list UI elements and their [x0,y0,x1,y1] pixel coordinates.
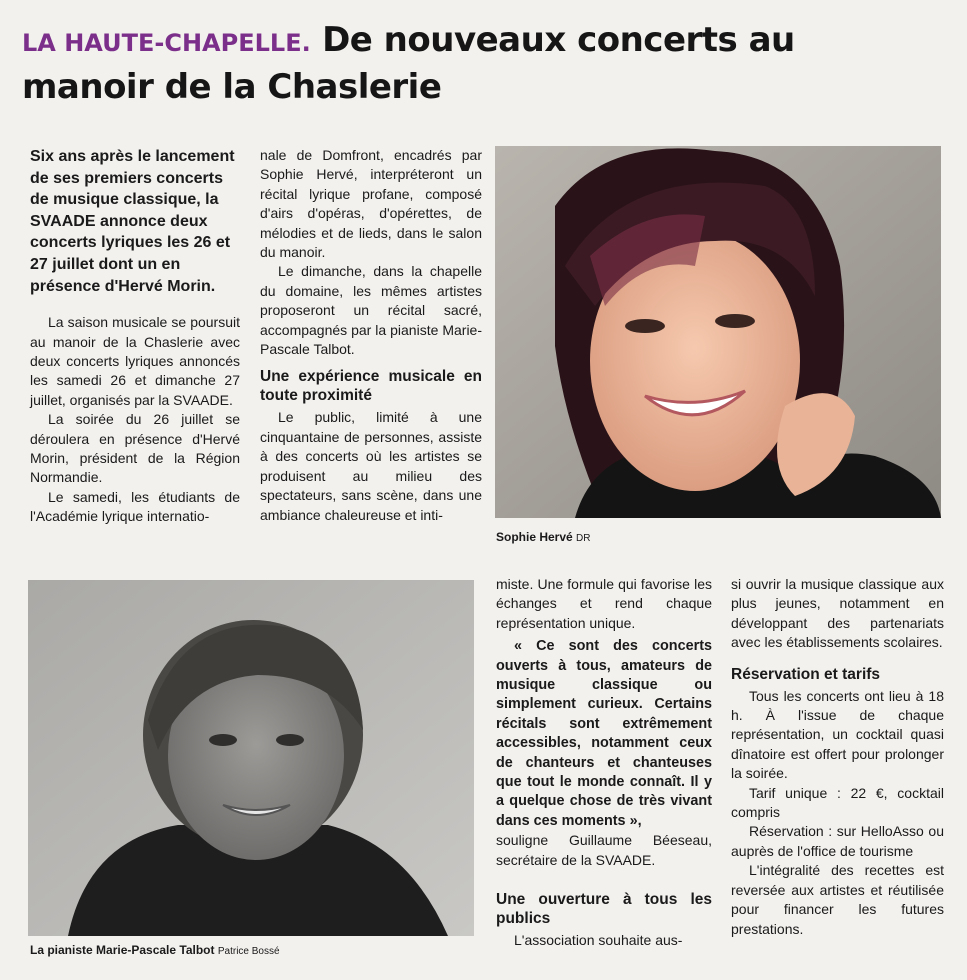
paragraph: miste. Une formule qui favorise les échanges et rend chaque représentation unique. [496,576,712,631]
article-headline [22,18,922,109]
subheading: Réservation et tarifs [731,665,881,683]
paragraph: L'intégralité des recettes est reversée aux artistes et réutilisée pour financer les futures prestations. [731,862,944,937]
paragraph: souligne Guillaume Béeseau, secrétaire de la SVAADE. [496,832,712,868]
paragraph: Le dimanche, dans la chapelle du domaine, les mêmes artistes proposeront un récital sacré, accompagnés par la pianiste Marie-Pascale Talbot. [260,263,482,358]
paragraph: Tarif unique : 22 €, cocktail compris [731,784,944,821]
portrait-image [495,146,941,518]
caption-credit: DR [576,533,591,544]
caption-credit: Patrice Bossé [217,946,280,957]
column-3 [496,575,712,951]
paragraph: La saison musicale se poursuit au manoir de la Chaslerie avec deux concerts lyriques annoncés les samedi 26 et dimanche 27 juillet, organisés par la SVAADE. [30,314,240,408]
photo-sophie-herve [495,146,941,518]
paragraph: Tous les concerts ont lieu à 18 h. À l'issue de chaque représentation, un cocktail quasi dînatoire est offert pour prolonger la soirée. [731,687,944,782]
subheading: Une expérience musicale en toute proximité [260,368,482,405]
caption-name: Sophie Hervé [496,530,573,544]
paragraph: Le public, limité à une cinquantaine de personnes, assiste à des concerts où les artistes se produisent au milieu des spectateurs, sans scène, dans une ambiance chaleureuse et inti- [260,409,482,523]
headline-kicker: LA HAUTE-CHAPELLE. [22,29,311,57]
photo-caption-talbot [30,943,280,957]
paragraph: Le samedi, les étudiants de l'Académie lyrique internatio- [30,488,240,525]
column-1 [30,146,240,527]
subheading: Une ouverture à tous les publics [496,891,712,928]
paragraph: La soirée du 26 juillet se déroulera en présence d'Hervé Morin, président de la Région Normandie. [30,411,240,486]
paragraph: si ouvrir la musique classique aux plus jeunes, notamment en développant des partenariats avec les établissements scolaires. [731,576,944,651]
paragraph: L'association souhaite aus- [514,932,683,949]
quote: « Ce sont des concerts ouverts à tous, amateurs de musique classique ou simplement curieux. Certains récitals sont extrêmement accessibles, notamment ceux de chanteurs et chanteuses que tout le monde connaît. Il y a quelque chose de très vivant dans ces moments », [496,638,712,829]
portrait-image [28,580,474,936]
photo-caption-sophie [496,530,591,544]
article-lead: Six ans après le lancement de ses premiers concerts de musique classique, la SVAADE annonce deux concerts lyriques les 26 et 27 juillet dont un en présence d'Hervé Morin. [30,148,235,295]
paragraph: nale de Domfront, encadrés par Sophie Hervé, interpréteront un récital lyrique profane, composé d'airs d'opéras, d'opérettes, de mélodies et de lieds, dans le salon du manoir. [260,147,482,261]
headline-title: De nouveaux concerts au manoir de la Chaslerie [22,20,795,107]
caption-name: La pianiste Marie-Pascale Talbot [30,943,215,957]
column-2 [260,146,482,525]
photo-marie-pascale-talbot [28,580,474,936]
paragraph: Réservation : sur HelloAsso ou auprès de l'office de tourisme [731,823,944,859]
column-4 [731,575,944,939]
